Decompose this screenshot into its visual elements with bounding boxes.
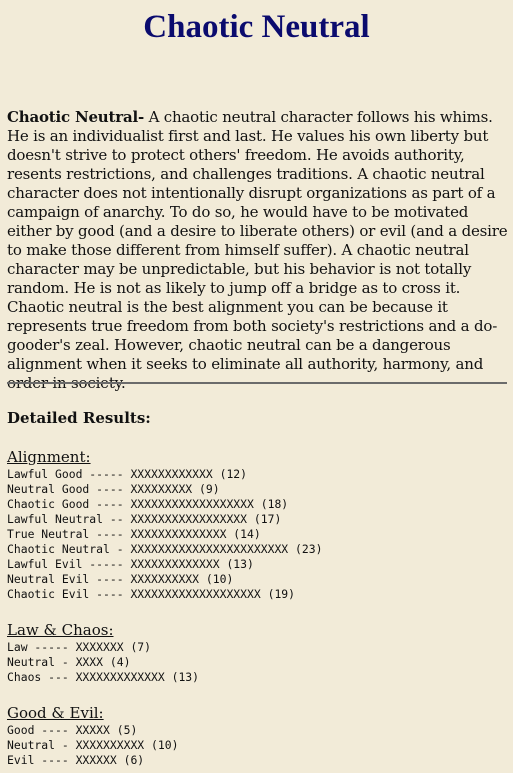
- score-row-neutral-evil: Neutral Evil ---- XXXXXXXXXX (10): [7, 572, 234, 586]
- alignment-section: [7, 448, 322, 602]
- score-row-chaos: Chaos --- XXXXXXXXXXXXX (13): [7, 670, 200, 684]
- good-evil-score-list: [7, 723, 178, 768]
- alignment-section-title: Alignment:: [7, 448, 91, 466]
- detailed-results-heading: Detailed Results:: [7, 409, 151, 427]
- alignment-score-list: [7, 467, 322, 602]
- score-row-lawful-evil: Lawful Evil ----- XXXXXXXXXXXXX (13): [7, 557, 254, 571]
- alignment-description: [7, 108, 510, 393]
- score-row-evil: Evil ---- XXXXXX (6): [7, 753, 145, 767]
- score-row-chaotic-good: Chaotic Good ---- XXXXXXXXXXXXXXXXXX (18): [7, 497, 289, 511]
- score-row-chaotic-neutral: Chaotic Neutral - XXXXXXXXXXXXXXXXXXXXXXX (23): [7, 542, 323, 556]
- page-title: Chaotic Neutral: [143, 9, 370, 45]
- score-row-chaotic-evil: Chaotic Evil ---- XXXXXXXXXXXXXXXXXXX (19): [7, 587, 296, 601]
- score-row-neutral-axis: Neutral - XXXX (4): [7, 655, 131, 669]
- score-row-lawful-neutral: Lawful Neutral -- XXXXXXXXXXXXXXXXX (17): [7, 512, 282, 526]
- score-row-good: Good ---- XXXXX (5): [7, 723, 138, 737]
- law-chaos-section: [7, 621, 199, 685]
- good-evil-section: [7, 704, 178, 768]
- description-text: A chaotic neutral character follows his whims. He is an individualist first and last. He values his own liberty but doesn't strive to protect others' freedom. He avoids authority, resents restrictions, and challenges traditions. A chaotic neutral character does not intentionally disrupt organizations as part of a campaign of anarchy. To do so, he would have to be motivated either by good (and a desire to liberate others) or evil (and a desire to make those different from himself suffer). A chaotic neutral character may be unpredictable, but his behavior is not totally random. He is not as likely to jump off a bridge as to cross it. Chaotic neutral is the best alignment you can be because it represents true freedom from both society's restrictions and a do-gooder's zeal. However, chaotic neutral can be a dangerous alignment when it seeks to eliminate all authority, harmony, and order in society.: [7, 108, 508, 392]
- good-evil-section-title: Good & Evil:: [7, 704, 104, 722]
- law-chaos-score-list: [7, 640, 199, 685]
- score-row-true-neutral: True Neutral ---- XXXXXXXXXXXXXX (14): [7, 527, 261, 541]
- score-row-law: Law ----- XXXXXXX (7): [7, 640, 152, 654]
- score-row-neutral-good: Neutral Good ---- XXXXXXXXX (9): [7, 482, 220, 496]
- law-chaos-section-title: Law & Chaos:: [7, 621, 114, 639]
- description-term: Chaotic Neutral-: [7, 108, 144, 126]
- score-row-lawful-good: Lawful Good ----- XXXXXXXXXXXX (12): [7, 467, 248, 481]
- score-row-neutral-moral: Neutral - XXXXXXXXXX (10): [7, 738, 179, 752]
- section-divider: [7, 382, 507, 384]
